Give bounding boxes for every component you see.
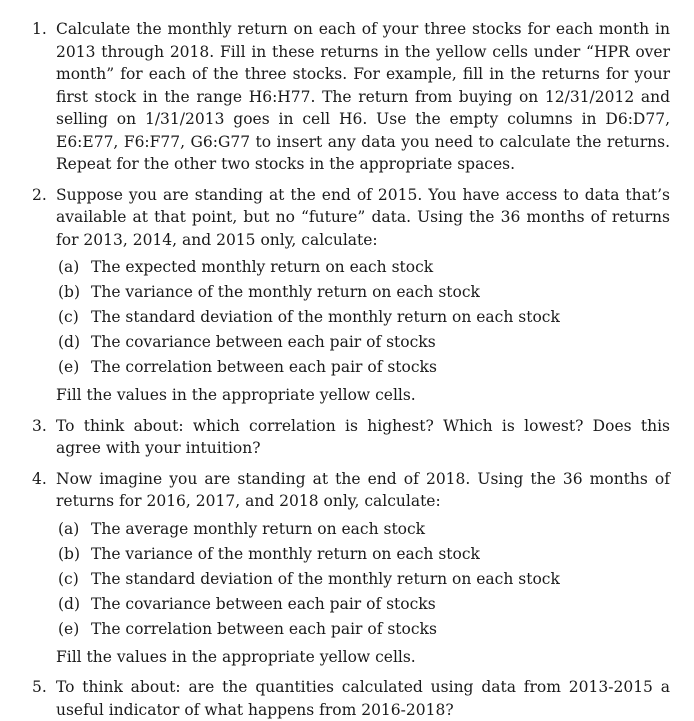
- question-4: [32, 468, 670, 669]
- sub-question-letter: (e): [58, 619, 80, 638]
- question-text: Now imagine you are standing at the end of 2018. Using the 36 months of returns for 2016, 2017, and 2018 only, calculate:: [56, 469, 670, 510]
- sub-question: [56, 280, 670, 305]
- sub-question: [56, 255, 670, 280]
- sub-question-letter: (d): [58, 594, 81, 613]
- sub-question-text: The average monthly return on each stock: [91, 519, 426, 538]
- sub-question-list: [56, 517, 670, 642]
- sub-question-text: The correlation between each pair of stocks: [91, 358, 437, 376]
- sub-question: [56, 330, 670, 355]
- question-2: [32, 184, 670, 407]
- sub-question: [56, 355, 670, 380]
- sub-question-text: The standard deviation of the monthly return on each stock: [91, 569, 560, 588]
- question-number: 5.: [32, 678, 47, 696]
- sub-question: [56, 617, 670, 642]
- sub-question-text: The expected monthly return on each stock: [91, 258, 434, 276]
- sub-question-letter: (c): [58, 569, 79, 588]
- sub-question: [56, 517, 670, 542]
- question-text: Suppose you are standing at the end of 2015. You have access to data that’s available at that point, but no “future” data. Using the 36 months of returns for 2013, 2014, and 2015 only, calculate:: [56, 185, 670, 249]
- question-number: 3.: [32, 416, 47, 435]
- question-3: [32, 415, 670, 460]
- sub-question-text: The correlation between each pair of stocks: [91, 619, 437, 638]
- sub-question-text: The covariance between each pair of stocks: [91, 333, 436, 351]
- sub-question-letter: (b): [58, 283, 81, 301]
- sub-question: [56, 542, 670, 567]
- sub-question-letter: (a): [58, 258, 80, 276]
- sub-question: [56, 567, 670, 592]
- sub-question-letter: (e): [58, 358, 80, 376]
- question-number: 1.: [32, 20, 47, 38]
- fill-instruction: Fill the values in the appropriate yellow cells.: [56, 647, 416, 666]
- sub-question-list: [56, 255, 670, 380]
- question-text: To think about: are the quantities calculated using data from 2013-2015 a useful indicator of what happens from 2016-2018?: [56, 678, 670, 719]
- sub-question-letter: (b): [58, 544, 81, 563]
- sub-question-text: The variance of the monthly return on each stock: [91, 544, 480, 563]
- sub-question-letter: (a): [58, 519, 80, 538]
- sub-question-text: The covariance between each pair of stocks: [91, 594, 436, 613]
- question-body: [56, 184, 670, 407]
- sub-question-text: The variance of the monthly return on each stock: [91, 283, 480, 301]
- question-text: Calculate the monthly return on each of your three stocks for each month in 2013 through 2018. Fill in these returns in the yellow cells under “HPR over month” for each of the three stocks. For example, fill in the returns for your first stock in the range H6:H77. The return from buying on 12/31/2012 and selling on 1/31/2013 goes in cell H6. Use the empty columns in D6:D77, E6:E77, F6:F77, G6:G77 to insert any data you need to calculate the returns. Repeat for the other two stocks in the appropriate spaces.: [56, 20, 670, 173]
- fill-instruction: Fill the values in the appropriate yellow cells.: [56, 386, 416, 404]
- question-text: To think about: which correlation is highest? Which is lowest? Does this agree with your intuition?: [56, 416, 670, 457]
- sub-question-text: The standard deviation of the monthly return on each stock: [91, 308, 560, 326]
- sub-question: [56, 305, 670, 330]
- sub-question-letter: (d): [58, 333, 81, 351]
- question-5: [32, 676, 670, 721]
- question-body: [56, 468, 670, 669]
- question-1: [32, 18, 670, 176]
- sub-question-letter: (c): [58, 308, 79, 326]
- question-number: 2.: [32, 185, 47, 204]
- sub-question: [56, 592, 670, 617]
- question-number: 4.: [32, 469, 47, 488]
